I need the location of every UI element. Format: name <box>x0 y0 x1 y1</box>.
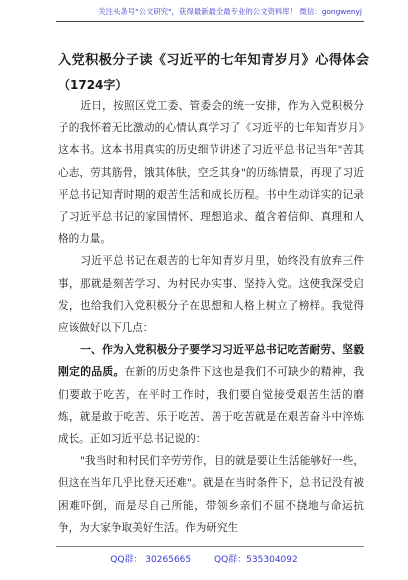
paragraph-1-text: 近日，按照区党工委、管委会的统一安排，作为入党积极分子的我怀着无比激动的心情认真学习了《习近平的七年知青岁月》这本书。这本书用真实的历史细节讲述了习近平总书记当年"苦其心志，劳其筋骨，饿其体肤，空乏其身"的历练情景，再现了习近平总书记知青时期的艰苦生活和成长历程。书中生动详实的记录了习近平总书记的家国情怀、理想追求、蕴含着信仰、真理和人格的力量。 <box>58 100 364 246</box>
paragraph-2-text: 习近平总书记在艰苦的七年知青岁月里，始终没有放弃三件事，那就是刻苦学习、为村民办实事、坚持入党。这使我深受启发，也给我们入党积极分子在思想和人格上树立了榜样。我觉得应该做好以下几点： <box>58 255 364 335</box>
quote-paragraph-text: "我当时和村民们辛劳劳作，目的就是要让生活能够好一些，但这在当年几乎比登天还难"。就是在当时条件下，总书记没有被困难吓倒，而是尽自己所能，带领乡亲们不屈不挠地与命运抗争，为大家争取美好生活。作为研究生 <box>58 455 364 534</box>
paragraph-quote <box>58 450 364 539</box>
paragraph-1 <box>58 95 364 250</box>
footer <box>0 552 408 565</box>
header-divider <box>56 21 364 22</box>
paragraph-2 <box>58 250 364 339</box>
document-body <box>58 52 370 539</box>
footer-divider <box>56 546 364 547</box>
document-title: 入党积极分子读《习近平的七年知青岁月》心得体会 <box>58 53 370 68</box>
section-body: 在新的历史条件下这也是我们不可缺少的精神，我们要敢于吃苦，在平时工作时，我们要自觉接受艰苦生活的磨炼，就是敢于吃苦、乐于吃苦、善于吃苦就是在艰苦奋斗中淬炼成长。正如习近平总书记说的： <box>58 366 364 446</box>
header-promo-text: 关注头条号"公文研究"，获得最新最全最专业的公文资料库！ 微信：gongwenyj <box>98 7 362 16</box>
section-1 <box>58 339 364 450</box>
footer-qq-group-1: QQ群： 30265665 <box>110 555 192 565</box>
word-count: （1724字） <box>58 78 128 92</box>
footer-qq-group-2: QQ群：535304092 <box>214 555 298 565</box>
section-heading: 一、作为入党积极分子要学习习近平总书记吃苦耐劳、坚毅刚定的品质。 <box>58 343 364 379</box>
